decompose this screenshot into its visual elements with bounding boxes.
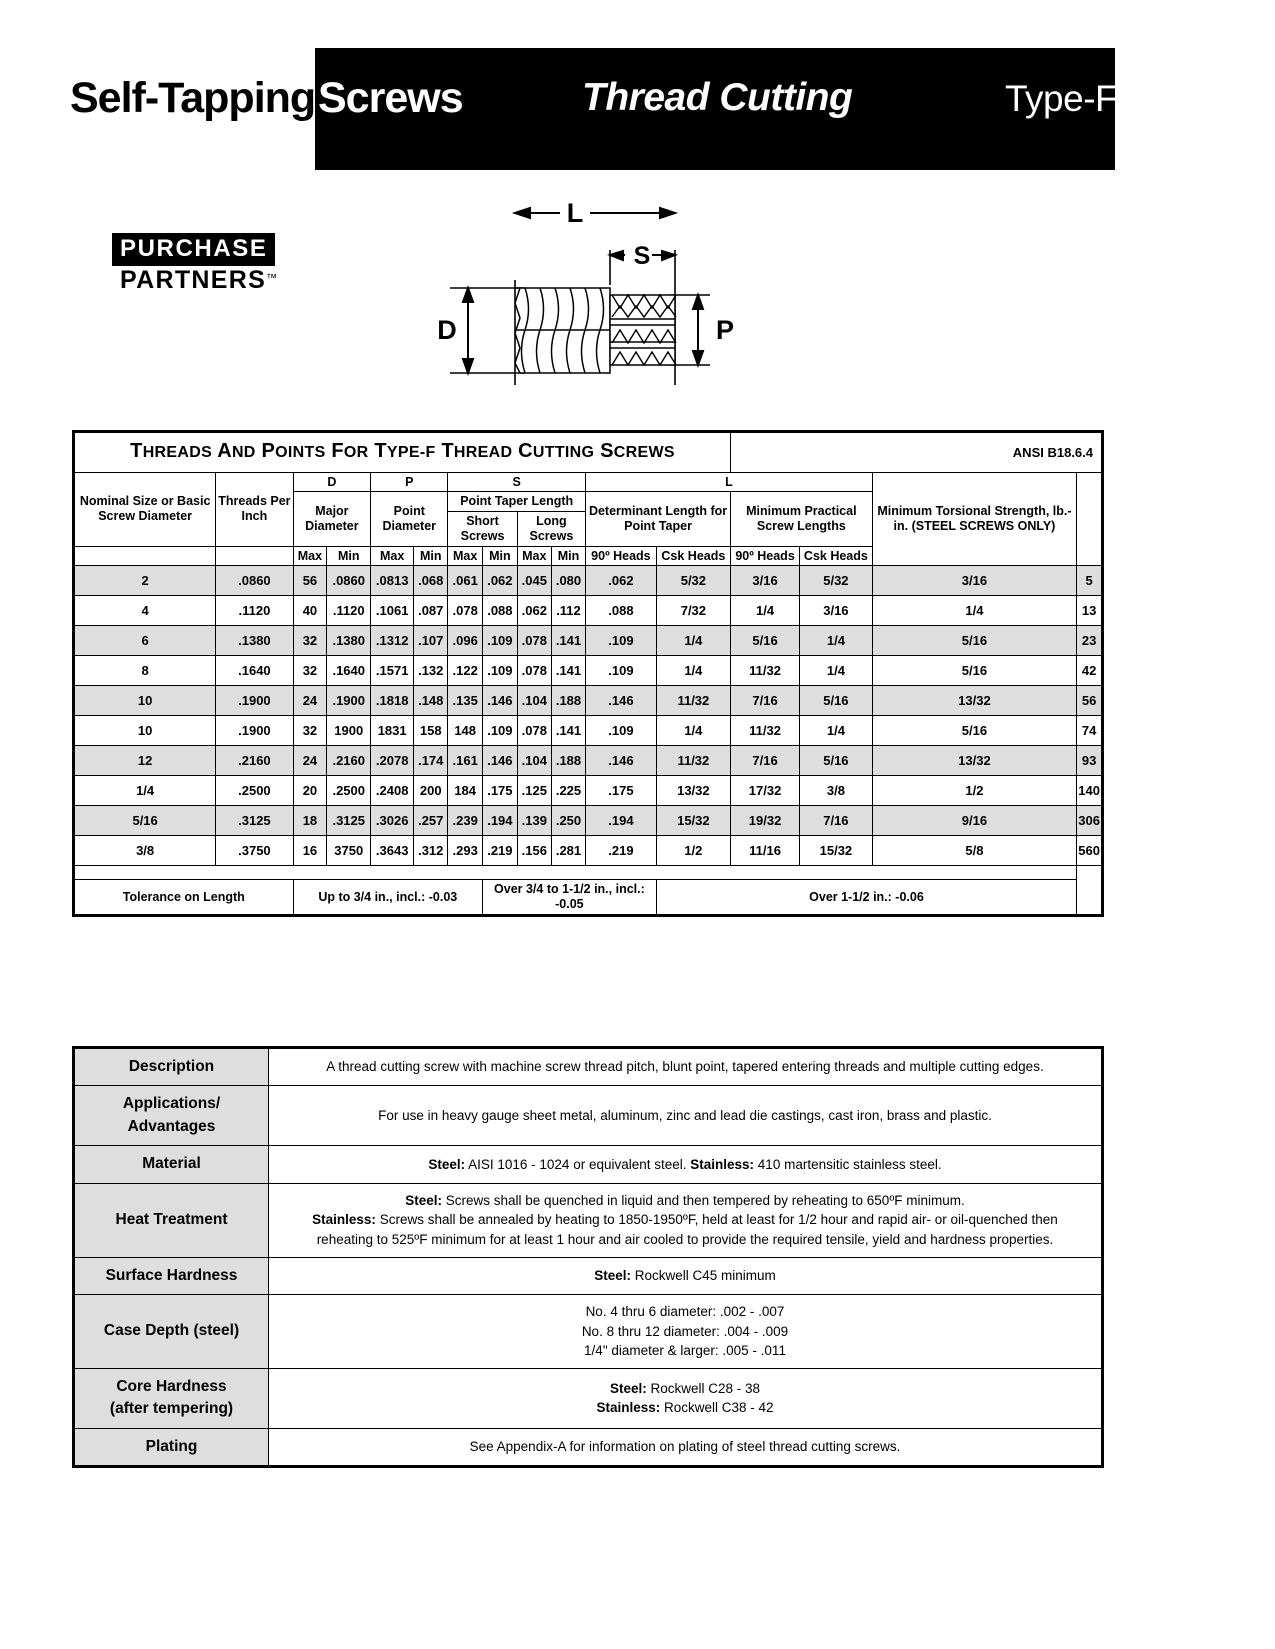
cell-min-practical-90: 7/16	[800, 806, 873, 836]
col-header-determinant-length: Determinant Length for Point Taper	[586, 492, 731, 546]
cell-point-dia-min: .078	[448, 596, 483, 626]
cell-short-taper-max: .175	[483, 776, 518, 806]
cell-threads-per-inch: 32	[293, 626, 327, 656]
cell-point-dia-min: .061	[448, 566, 483, 596]
cell-determinant-csk: 7/16	[731, 686, 800, 716]
group-letter-P: P	[371, 472, 448, 492]
spec-row-value: See Appendix-A for information on plating of steel thread cutting screws.	[269, 1428, 1103, 1466]
cell-long-taper-min: .146	[586, 686, 657, 716]
cell-short-taper-max: .109	[483, 656, 518, 686]
cell-torsional-strength: 93	[1077, 746, 1103, 776]
cell-major-dia-max: .1900	[327, 686, 371, 716]
cell-nominal-size: 1/4	[74, 776, 216, 806]
cell-long-taper-min: .109	[586, 656, 657, 686]
col-header-point-diameter: Point Diameter	[371, 492, 448, 546]
cell-major-dia-max: 1900	[327, 716, 371, 746]
cell-long-taper-max: .188	[551, 686, 585, 716]
cell-major-dia-min: 1831	[371, 716, 414, 746]
cell-nominal-size: 12	[74, 746, 216, 776]
cell-determinant-csk: 7/16	[731, 746, 800, 776]
col-header-d-min: Min	[327, 546, 371, 566]
cell-torsional-strength: 13	[1077, 596, 1103, 626]
purchase-partners-logo	[112, 233, 342, 295]
table-spacer-row	[74, 866, 1103, 880]
col-header-long-screws: Long Screws	[517, 512, 585, 547]
cell-min-practical-csk: 5/16	[872, 626, 1076, 656]
cell-long-taper-min: .194	[586, 806, 657, 836]
cell-determinant-90: 1/4	[656, 716, 730, 746]
spec-row	[74, 1086, 1103, 1146]
specification-table	[72, 1046, 1104, 1468]
cell-long-taper-min: .219	[586, 836, 657, 866]
cell-min-practical-90: 1/4	[800, 626, 873, 656]
cell-short-taper-max: .062	[483, 566, 518, 596]
cell-short-taper-min: .078	[517, 656, 551, 686]
cell-major-dia-min: .3026	[371, 806, 414, 836]
cell-torsional-strength: 23	[1077, 626, 1103, 656]
cell-determinant-90: 1/2	[656, 836, 730, 866]
cell-short-taper-min: .139	[517, 806, 551, 836]
cell-nominal-size: 8	[74, 656, 216, 686]
cell-threads-per-inch: 32	[293, 656, 327, 686]
cell-basic-diameter: .1900	[216, 716, 293, 746]
table-title-row	[74, 432, 1103, 473]
cell-threads-per-inch: 24	[293, 686, 327, 716]
col-header-s-short-max: Max	[448, 546, 483, 566]
table-data-body	[74, 566, 1103, 866]
cell-basic-diameter: .3125	[216, 806, 293, 836]
cell-major-dia-min: .1061	[371, 596, 414, 626]
cell-basic-diameter: .3750	[216, 836, 293, 866]
spec-row	[74, 1146, 1103, 1183]
tolerance-label: Tolerance on Length	[74, 880, 294, 916]
cell-long-taper-max: .141	[551, 716, 585, 746]
col-header-det-csk: Csk Heads	[656, 546, 730, 566]
cell-long-taper-min: .109	[586, 716, 657, 746]
cell-torsional-strength: 306	[1077, 806, 1103, 836]
cell-threads-per-inch: 56	[293, 566, 327, 596]
cell-determinant-90: 1/4	[656, 656, 730, 686]
cell-point-dia-max: .107	[414, 626, 448, 656]
cell-short-taper-min: .078	[517, 626, 551, 656]
cell-min-practical-csk: 9/16	[872, 806, 1076, 836]
cell-min-practical-90: 15/32	[800, 836, 873, 866]
cell-point-dia-max: .087	[414, 596, 448, 626]
spec-row-label: Applications/ Advantages	[74, 1086, 269, 1146]
diagram-label-L: L	[566, 198, 584, 228]
cell-long-taper-max: .281	[551, 836, 585, 866]
tolerance-col-2: Over 3/4 to 1-1/2 in., incl.: -0.05	[483, 880, 657, 916]
col-header-mpl-90: 90º Heads	[731, 546, 800, 566]
header-title-self-tapping: Self-Tapping	[70, 74, 316, 122]
cell-determinant-csk: 3/16	[731, 566, 800, 596]
cell-short-taper-min: .062	[517, 596, 551, 626]
cell-major-dia-max: .3125	[327, 806, 371, 836]
cell-point-dia-min: .122	[448, 656, 483, 686]
cell-determinant-csk: 11/16	[731, 836, 800, 866]
cell-short-taper-min: .125	[517, 776, 551, 806]
cell-min-practical-90: 3/16	[800, 596, 873, 626]
header-type-label: Type-F	[1005, 78, 1118, 119]
cell-nominal-size: 2	[74, 566, 216, 596]
cell-basic-diameter: .1120	[216, 596, 293, 626]
table-row	[74, 806, 1103, 836]
cell-long-taper-min: .109	[586, 626, 657, 656]
spec-row-value: Steel: Screws shall be quenched in liquid and then tempered by reheating to 650ºF minimum. Stainless: Screws shall be annealed by heating to 1850-1950ºF, held at least for 1/2 hour and rapid air- or oil-quenched then reheating to 525ºF minimum for at least 1 hour and air cooled to provide the required tensile, yield and hardness properties.	[269, 1183, 1103, 1257]
spec-row	[74, 1257, 1103, 1294]
table-row	[74, 716, 1103, 746]
cell-nominal-size: 6	[74, 626, 216, 656]
cell-long-taper-max: .250	[551, 806, 585, 836]
spec-row-value: No. 4 thru 6 diameter: .002 - .007 No. 8 thru 12 diameter: .004 - .009 1/4" diameter & larger: .005 - .011	[269, 1295, 1103, 1369]
cell-short-taper-max: .146	[483, 686, 518, 716]
tolerance-col-3: Over 1-1/2 in.: -0.06	[656, 880, 1076, 916]
col-header-d-max: Max	[293, 546, 327, 566]
cell-determinant-90: 13/32	[656, 776, 730, 806]
col-header-point-taper-length: Point Taper Length	[448, 492, 586, 512]
cell-short-taper-min: .045	[517, 566, 551, 596]
cell-major-dia-max: .2500	[327, 776, 371, 806]
cell-min-practical-90: 3/8	[800, 776, 873, 806]
cell-major-dia-min: .2408	[371, 776, 414, 806]
table-row	[74, 746, 1103, 776]
ansi-standard-label: ANSI B18.6.4	[731, 432, 1103, 473]
cell-long-taper-min: .088	[586, 596, 657, 626]
cell-long-taper-max: .112	[551, 596, 585, 626]
spec-row	[74, 1295, 1103, 1369]
specification-table-wrap	[72, 1046, 1104, 1468]
table-row	[74, 626, 1103, 656]
cell-point-dia-max: .148	[414, 686, 448, 716]
cell-threads-per-inch: 16	[293, 836, 327, 866]
cell-torsional-strength: 42	[1077, 656, 1103, 686]
cell-point-dia-max: .132	[414, 656, 448, 686]
header-title-screws: Screws	[318, 74, 463, 122]
col-header-p-min: Min	[414, 546, 448, 566]
cell-basic-diameter: .1640	[216, 656, 293, 686]
cell-short-taper-max: .146	[483, 746, 518, 776]
cell-point-dia-min: .135	[448, 686, 483, 716]
cell-basic-diameter: .0860	[216, 566, 293, 596]
diagram-label-S: S	[633, 242, 651, 270]
cell-torsional-strength: 56	[1077, 686, 1103, 716]
cell-short-taper-max: .194	[483, 806, 518, 836]
cell-determinant-csk: 17/32	[731, 776, 800, 806]
cell-determinant-csk: 5/16	[731, 626, 800, 656]
cell-nominal-size: 4	[74, 596, 216, 626]
cell-torsional-strength: 560	[1077, 836, 1103, 866]
spec-row-label: Description	[74, 1048, 269, 1086]
cell-long-taper-max: .225	[551, 776, 585, 806]
cell-point-dia-min: .239	[448, 806, 483, 836]
spec-row-value: Steel: AISI 1016 - 1024 or equivalent steel. Stainless: 410 martensitic stainless steel.	[269, 1146, 1103, 1183]
col-header-min-practical-lengths: Minimum Practical Screw Lengths	[731, 492, 873, 546]
cell-point-dia-max: .257	[414, 806, 448, 836]
diagram-label-D: D	[437, 315, 457, 345]
cell-determinant-90: 11/32	[656, 746, 730, 776]
cell-short-taper-max: .088	[483, 596, 518, 626]
cell-short-taper-min: .078	[517, 716, 551, 746]
col-header-mpl-csk: Csk Heads	[800, 546, 873, 566]
cell-threads-per-inch: 40	[293, 596, 327, 626]
cell-short-taper-min: .104	[517, 746, 551, 776]
logo-line-purchase: PURCHASE	[112, 233, 275, 266]
trademark-symbol: ™	[266, 272, 278, 285]
cell-min-practical-csk: 3/16	[872, 566, 1076, 596]
cell-min-practical-csk: 5/8	[872, 836, 1076, 866]
cell-point-dia-max: .068	[414, 566, 448, 596]
spec-row-label: Core Hardness (after tempering)	[74, 1368, 269, 1428]
table-row	[74, 776, 1103, 806]
cell-basic-diameter: .2500	[216, 776, 293, 806]
cell-point-dia-max: .174	[414, 746, 448, 776]
spec-row-value: A thread cutting screw with machine screw thread pitch, blunt point, tapered entering threads and multiple cutting edges.	[269, 1048, 1103, 1086]
spec-row-label: Case Depth (steel)	[74, 1295, 269, 1369]
cell-point-dia-min: .161	[448, 746, 483, 776]
cell-nominal-size: 10	[74, 686, 216, 716]
group-letter-L: L	[586, 472, 873, 492]
col-header-threads-per-inch: Threads Per Inch	[216, 472, 293, 546]
threads-and-points-table	[72, 430, 1104, 917]
cell-long-taper-min: .062	[586, 566, 657, 596]
tolerance-row	[74, 880, 1103, 916]
cell-short-taper-max: .219	[483, 836, 518, 866]
cell-basic-diameter: .1380	[216, 626, 293, 656]
cell-long-taper-max: .141	[551, 626, 585, 656]
cell-min-practical-csk: 5/16	[872, 716, 1076, 746]
spec-row-label: Surface Hardness	[74, 1257, 269, 1294]
cell-determinant-90: 7/32	[656, 596, 730, 626]
cell-min-practical-csk: 1/4	[872, 596, 1076, 626]
spec-row-label: Material	[74, 1146, 269, 1183]
table-row	[74, 686, 1103, 716]
cell-min-practical-90: 5/16	[800, 686, 873, 716]
col-header-s-long-min: Min	[551, 546, 585, 566]
cell-min-practical-csk: 5/16	[872, 656, 1076, 686]
cell-nominal-size: 3/8	[74, 836, 216, 866]
col-header-p-max: Max	[371, 546, 414, 566]
spec-row	[74, 1368, 1103, 1428]
table-row	[74, 596, 1103, 626]
cell-determinant-90: 15/32	[656, 806, 730, 836]
cell-short-taper-min: .156	[517, 836, 551, 866]
spec-row-value: For use in heavy gauge sheet metal, aluminum, zinc and lead die castings, cast iron, brass and plastic.	[269, 1086, 1103, 1146]
cell-short-taper-max: .109	[483, 716, 518, 746]
cell-threads-per-inch: 20	[293, 776, 327, 806]
header-subtitle: Thread Cutting	[582, 76, 853, 119]
col-header-blank-nominal	[74, 546, 216, 566]
cell-major-dia-min: .3643	[371, 836, 414, 866]
spec-row	[74, 1048, 1103, 1086]
cell-determinant-csk: 11/32	[731, 716, 800, 746]
cell-determinant-90: 1/4	[656, 626, 730, 656]
cell-long-taper-max: .080	[551, 566, 585, 596]
cell-nominal-size: 10	[74, 716, 216, 746]
col-header-torsional-strength: Minimum Torsional Strength, lb.-in. (STEEL SCREWS ONLY)	[872, 472, 1076, 566]
cell-min-practical-90: 1/4	[800, 656, 873, 686]
cell-point-dia-min: .096	[448, 626, 483, 656]
col-header-s-short-min: Min	[483, 546, 518, 566]
cell-long-taper-min: .146	[586, 746, 657, 776]
cell-point-dia-min: 148	[448, 716, 483, 746]
cell-short-taper-max: .109	[483, 626, 518, 656]
cell-min-practical-csk: 13/32	[872, 686, 1076, 716]
col-header-nominal-size: Nominal Size or Basic Screw Diameter	[74, 472, 216, 546]
col-header-blank-threads	[216, 546, 293, 566]
cell-short-taper-min: .104	[517, 686, 551, 716]
spec-row-value: Steel: Rockwell C45 minimum	[269, 1257, 1103, 1294]
spec-row	[74, 1183, 1103, 1257]
cell-major-dia-max: 3750	[327, 836, 371, 866]
spec-row	[74, 1428, 1103, 1466]
threads-and-points-table-wrap	[72, 430, 1104, 917]
group-letter-D: D	[293, 472, 371, 492]
cell-major-dia-min: .1312	[371, 626, 414, 656]
cell-long-taper-min: .175	[586, 776, 657, 806]
cell-torsional-strength: 74	[1077, 716, 1103, 746]
cell-basic-diameter: .1900	[216, 686, 293, 716]
cell-point-dia-max: 158	[414, 716, 448, 746]
cell-min-practical-90: 5/16	[800, 746, 873, 776]
group-letter-row	[74, 472, 1103, 492]
cell-nominal-size: 5/16	[74, 806, 216, 836]
cell-long-taper-max: .141	[551, 656, 585, 686]
cell-major-dia-min: .1818	[371, 686, 414, 716]
col-header-s-long-max: Max	[517, 546, 551, 566]
screw-dimension-diagram	[420, 185, 800, 400]
spec-row-value: Steel: Rockwell C28 - 38 Stainless: Rockwell C38 - 42	[269, 1368, 1103, 1428]
cell-torsional-strength: 140	[1077, 776, 1103, 806]
tolerance-col-1: Up to 3/4 in., incl.: -0.03	[293, 880, 482, 916]
cell-min-practical-csk: 13/32	[872, 746, 1076, 776]
group-letter-S: S	[448, 472, 586, 492]
cell-major-dia-max: .1120	[327, 596, 371, 626]
spec-row-label: Plating	[74, 1428, 269, 1466]
diagram-label-P: P	[715, 315, 735, 345]
cell-major-dia-max: .0860	[327, 566, 371, 596]
cell-major-dia-max: .2160	[327, 746, 371, 776]
cell-point-dia-max: 200	[414, 776, 448, 806]
cell-determinant-csk: 1/4	[731, 596, 800, 626]
cell-min-practical-csk: 1/2	[872, 776, 1076, 806]
cell-determinant-90: 11/32	[656, 686, 730, 716]
col-header-short-screws: Short Screws	[448, 512, 517, 547]
cell-threads-per-inch: 18	[293, 806, 327, 836]
cell-min-practical-90: 5/32	[800, 566, 873, 596]
screw-diagram-svg	[420, 185, 800, 400]
cell-min-practical-90: 1/4	[800, 716, 873, 746]
cell-threads-per-inch: 32	[293, 716, 327, 746]
col-header-major-diameter: Major Diameter	[293, 492, 371, 546]
cell-major-dia-min: .2078	[371, 746, 414, 776]
page-header-banner	[0, 48, 1275, 170]
cell-point-dia-max: .312	[414, 836, 448, 866]
cell-major-dia-min: .1571	[371, 656, 414, 686]
table-title: THREADS AND POINTS FOR TYPE-F THREAD CUTTING SCREWS	[74, 432, 731, 473]
cell-long-taper-max: .188	[551, 746, 585, 776]
cell-point-dia-min: 184	[448, 776, 483, 806]
cell-basic-diameter: .2160	[216, 746, 293, 776]
cell-determinant-90: 5/32	[656, 566, 730, 596]
logo-line-partners: PARTNERS	[120, 266, 267, 294]
cell-torsional-strength: 5	[1077, 566, 1103, 596]
cell-major-dia-max: .1640	[327, 656, 371, 686]
cell-determinant-csk: 19/32	[731, 806, 800, 836]
table-row	[74, 836, 1103, 866]
spec-row-label: Heat Treatment	[74, 1183, 269, 1257]
table-row	[74, 656, 1103, 686]
cell-major-dia-max: .1380	[327, 626, 371, 656]
cell-major-dia-min: .0813	[371, 566, 414, 596]
cell-determinant-csk: 11/32	[731, 656, 800, 686]
cell-point-dia-min: .293	[448, 836, 483, 866]
table-row	[74, 566, 1103, 596]
col-header-det-90: 90º Heads	[586, 546, 657, 566]
cell-threads-per-inch: 24	[293, 746, 327, 776]
